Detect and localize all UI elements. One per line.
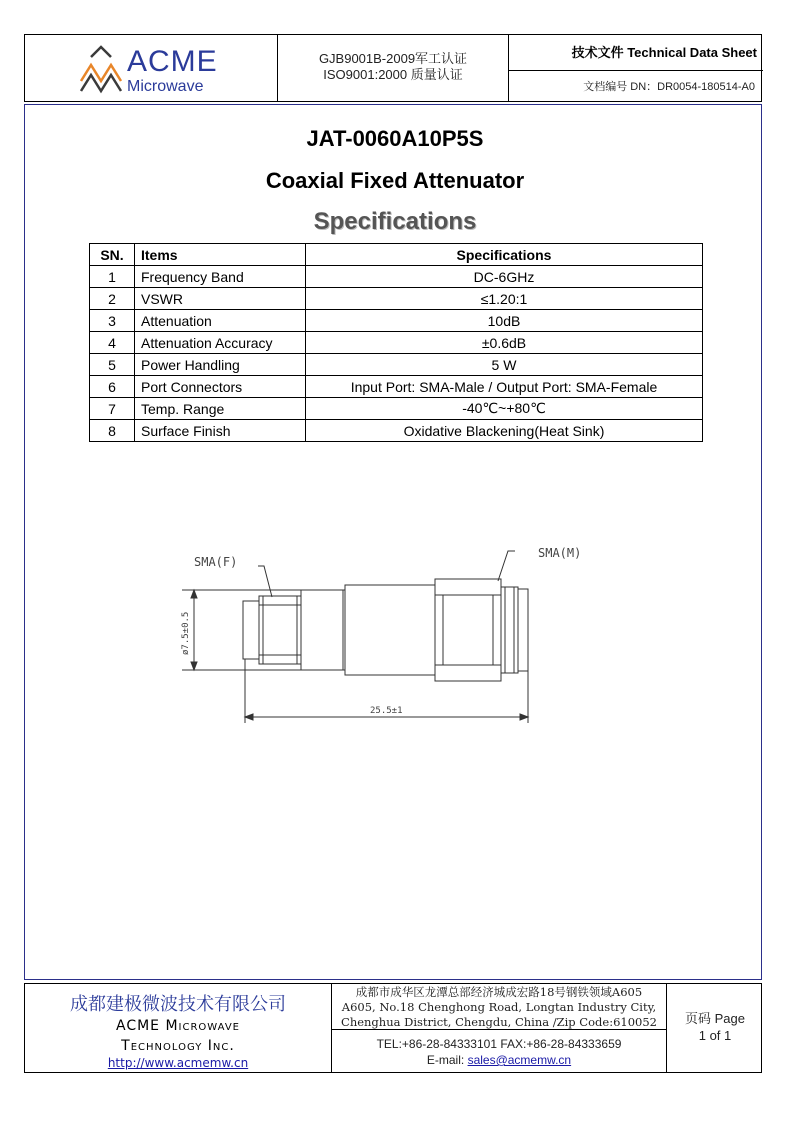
- address-en-line1: A605, No.18 Chenghong Road, Longtan Industry City,: [341, 1000, 657, 1014]
- table-row: [90, 420, 703, 442]
- company-name-en-line1: ACME Microwave: [115, 1018, 240, 1034]
- row-sn: 8: [90, 420, 135, 442]
- attenuator-outline-drawing: [160, 535, 620, 735]
- part-number-title: JAT-0060A10P5S: [306, 126, 484, 151]
- row-sn: 6: [90, 376, 135, 398]
- certifications: [278, 51, 508, 83]
- label-sma-male: SMA(M): [538, 546, 582, 560]
- row-spec: DC-6GHz: [306, 266, 703, 288]
- website-link[interactable]: http://www.acmemw.cn: [107, 1056, 249, 1070]
- label-sma-female: SMA(F): [194, 555, 238, 569]
- dimension-length-text: 25.5±1: [370, 706, 403, 716]
- table-row: [90, 310, 703, 332]
- table-row: [90, 288, 703, 310]
- row-item: VSWR: [135, 288, 306, 310]
- company-address: [331, 984, 667, 1030]
- page-indicator: [667, 1010, 763, 1044]
- row-spec: Input Port: SMA-Male / Output Port: SMA-Female: [306, 376, 703, 398]
- doc-type-label: 技术文件 Technical Data Sheet: [509, 35, 763, 71]
- male-connector-shape: [435, 579, 528, 681]
- row-sn: 7: [90, 398, 135, 420]
- table-header-row: [90, 244, 703, 266]
- email-link[interactable]: sales@acmemw.cn: [467, 1053, 572, 1067]
- row-sn: 2: [90, 288, 135, 310]
- company-name-en-line2: Technology Inc.: [121, 1038, 235, 1054]
- table-row: [90, 398, 703, 420]
- row-item: Port Connectors: [135, 376, 306, 398]
- tel-fax: TEL:+86-28-84333101 FAX:+86-28-84333659: [376, 1037, 622, 1051]
- row-sn: 4: [90, 332, 135, 354]
- header-items: Items: [135, 244, 306, 266]
- document-footer: [24, 983, 762, 1073]
- row-spec: 5 W: [306, 354, 703, 376]
- dimension-diameter-text: ø7.5±0.5: [181, 611, 191, 655]
- row-item: Frequency Band: [135, 266, 306, 288]
- row-item: Surface Finish: [135, 420, 306, 442]
- row-spec: 10dB: [306, 310, 703, 332]
- header-specifications: Specifications: [306, 244, 703, 266]
- specifications-table: [89, 243, 703, 442]
- company-contact: [331, 1030, 667, 1072]
- product-name-title: Coaxial Fixed Attenuator: [265, 168, 525, 193]
- specifications-heading: Specifications: [313, 208, 477, 235]
- page-value: 1 of 1: [698, 1028, 732, 1043]
- row-sn: 3: [90, 310, 135, 332]
- doc-number: 文档编号 DN：DR0054-180514-A0: [583, 81, 755, 93]
- logo-mark-icon: [81, 47, 121, 91]
- cert-iso: ISO9001:2000 质量认证: [323, 67, 463, 82]
- table-row: [90, 266, 703, 288]
- row-sn: 1: [90, 266, 135, 288]
- row-item: Power Handling: [135, 354, 306, 376]
- row-item: Temp. Range: [135, 398, 306, 420]
- table-row: [90, 354, 703, 376]
- attenuator-body-shape: [301, 585, 435, 675]
- company-logo: [77, 41, 237, 97]
- row-sn: 5: [90, 354, 135, 376]
- logo-brand-subtext: Microwave: [127, 78, 204, 95]
- address-en-line2: Chenghua District, Chengdu, China /Zip Code:610052: [341, 1015, 657, 1029]
- row-item: Attenuation Accuracy: [135, 332, 306, 354]
- row-spec: -40℃~+80℃: [306, 398, 703, 420]
- row-spec: ±0.6dB: [306, 332, 703, 354]
- email-line: [332, 1052, 666, 1068]
- page-label: 页码 Page: [685, 1011, 745, 1026]
- row-spec: Oxidative Blackening(Heat Sink): [306, 420, 703, 442]
- logo-brand-text: ACME: [127, 45, 218, 78]
- cert-gjb: GJB9001B-2009军工认证: [318, 51, 468, 66]
- row-item: Attenuation: [135, 310, 306, 332]
- document-header: [24, 34, 762, 102]
- email-label: E-mail:: [426, 1053, 468, 1067]
- female-leader-line: [258, 566, 272, 597]
- female-connector-shape: [243, 596, 301, 664]
- company-name-cn: 成都建极微波技术有限公司: [70, 994, 286, 1014]
- table-row: [90, 332, 703, 354]
- male-leader-line: [498, 551, 515, 581]
- row-spec: ≤1.20:1: [306, 288, 703, 310]
- address-cn: 成都市成华区龙潭总部经济城成宏路18号钢铁领域A605: [355, 985, 643, 999]
- diameter-dimension: [182, 590, 301, 670]
- header-sn: SN.: [90, 244, 135, 266]
- table-row: [90, 376, 703, 398]
